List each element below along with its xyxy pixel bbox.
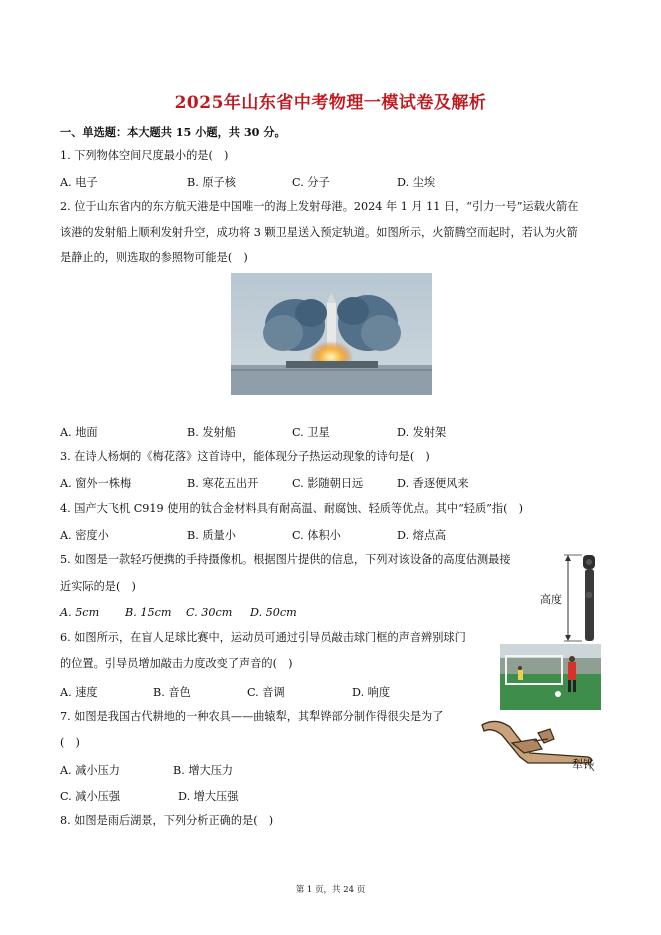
question-2-line-1: 2. 位于山东省内的东方航天港是中国唯一的海上发射母港。2024 年 1 月 11 日，“引力一号”运载火箭在 (60, 200, 579, 213)
q6-option-a: A. 速度 (60, 686, 98, 699)
q6-option-d: D. 响度 (352, 686, 391, 699)
q1-option-b: B. 原子核 (187, 176, 236, 189)
q2-option-a: A. 地面 (60, 426, 98, 439)
question-4-stem: 4. 国产大飞机 C919 使用的钛合金材料具有耐高温、耐腐蚀、轻质等优点。其中“轻质”指( ) (60, 502, 523, 515)
camera-height-label: 高度 (540, 593, 562, 606)
q2-option-b: B. 发射船 (187, 426, 236, 439)
q1-option-d: D. 尘埃 (397, 176, 436, 189)
blind-football-image (500, 644, 601, 710)
question-5-line-1: 5. 如图是一款轻巧便携的手持摄像机。根据图片提供的信息，下列对该设备的高度估测最接 (60, 553, 511, 566)
q7-option-a: A. 减小压力 (60, 764, 120, 777)
question-2-line-3: 是静止的，则选取的参照物可能是( ) (60, 251, 248, 264)
q2-option-c: C. 卫星 (292, 426, 330, 439)
q3-option-d: D. 香逐便风来 (397, 477, 469, 490)
q5-option-d: D. 50cm (250, 606, 297, 619)
q4-option-c: C. 体积小 (292, 529, 341, 542)
q5-option-b: B. 15cm (125, 606, 172, 619)
page-footer: 第 1 页，共 24 页 (295, 885, 366, 895)
q3-option-a: A. 窗外一株梅 (60, 477, 132, 490)
plowshare-label: 犁铧 (572, 758, 594, 771)
question-8-stem: 8. 如图是雨后湖景，下列分析正确的是( ) (60, 814, 274, 827)
q3-option-c: C. 影随朝日远 (292, 477, 364, 490)
q6-option-b: B. 音色 (153, 686, 191, 699)
question-7-line-1: 7. 如图是我国古代耕地的一种农具——曲辕犁，其犁铧部分制作得很尖是为了 (60, 710, 444, 723)
question-5-line-2: 近实际的是( ) (60, 580, 136, 593)
q7-option-d: D. 增大压强 (178, 790, 239, 803)
question-2-line-2: 该港的发射船上顺利发射升空，成功将 3 颗卫星送入预定轨道。如图所示，火箭腾空而起时，若认为火箭 (60, 226, 578, 239)
q1-option-a: A. 电子 (60, 176, 98, 189)
q3-option-b: B. 寒花五出开 (187, 477, 259, 490)
question-6-line-2: 的位置。引导员增加敲击力度改变了声音的( ) (60, 657, 293, 670)
section-heading: 一、单选题：本大题共 15 小题，共 30 分。 (60, 125, 286, 139)
q1-option-c: C. 分子 (292, 176, 330, 189)
q2-option-d: D. 发射架 (397, 426, 447, 439)
question-3-stem: 3. 在诗人杨炯的《梅花落》这首诗中，能体现分子热运动现象的诗句是( ) (60, 450, 430, 463)
q5-option-a: A. 5cm (60, 606, 100, 619)
page-title: 2025年山东省中考物理一模试卷及解析 (174, 93, 487, 113)
q6-option-c: C. 音调 (247, 686, 285, 699)
q7-option-c: C. 减小压强 (60, 790, 121, 803)
q4-option-d: D. 熔点高 (397, 529, 447, 542)
question-1-stem: 1. 下列物体空间尺度最小的是( ) (60, 149, 229, 162)
q7-option-b: B. 增大压力 (173, 764, 234, 777)
q4-option-b: B. 质量小 (187, 529, 236, 542)
q5-option-c: C. 30cm (186, 606, 233, 619)
rocket-launch-image (231, 273, 432, 395)
q4-option-a: A. 密度小 (60, 529, 109, 542)
question-6-line-1: 6. 如图所示，在盲人足球比赛中，运动员可通过引导员敲击球门框的声音辨别球门 (60, 631, 466, 644)
question-7-line-2: ( ) (60, 736, 80, 749)
